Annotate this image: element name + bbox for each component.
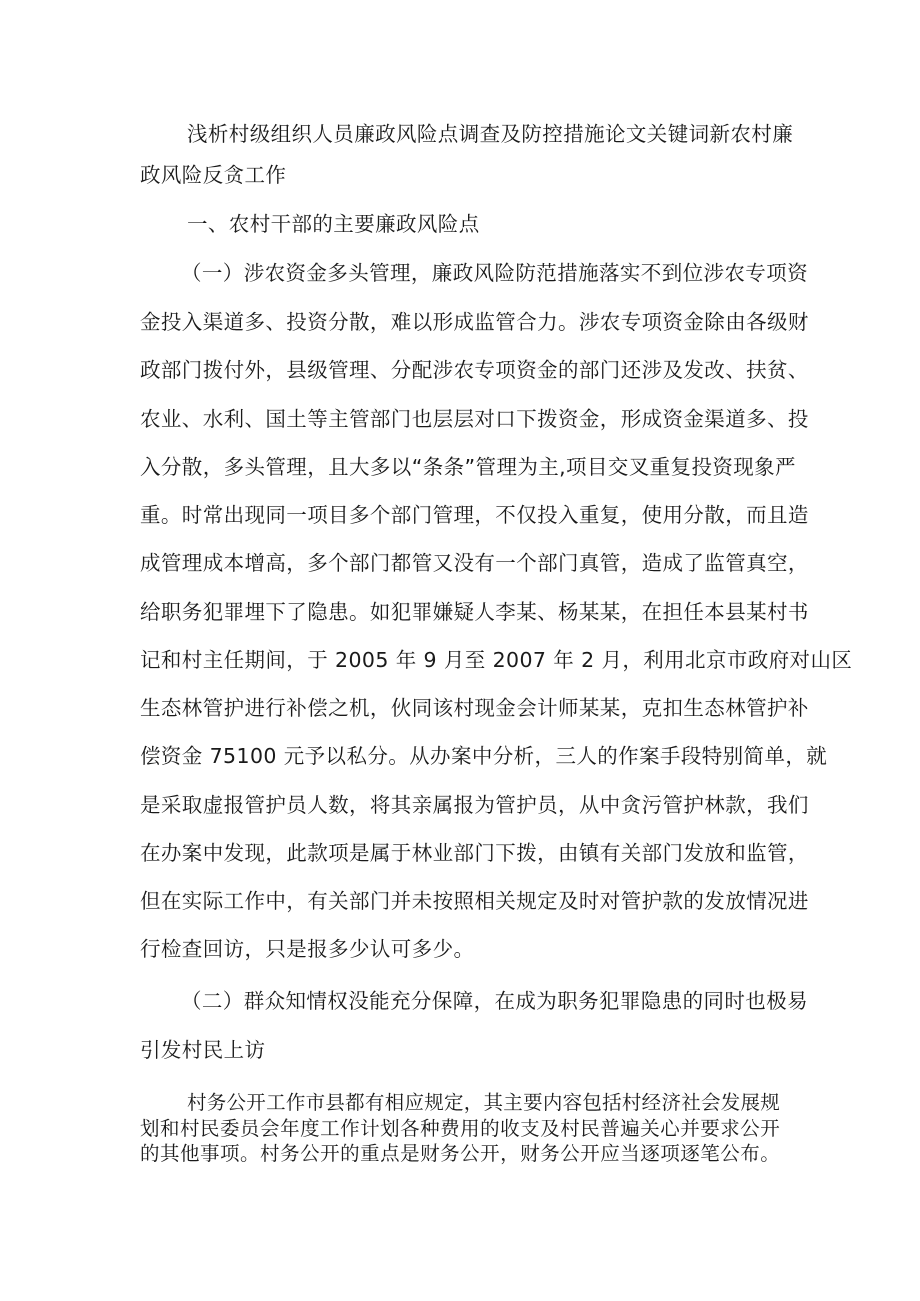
paragraph1-line: 入分散，多头管理，且大多以“条条”管理为主,项目交叉重复投资现象严: [140, 455, 796, 479]
paragraph1-line: 农业、水利、国土等主管部门也层层对口下拨资金，形成资金渠道多、投: [140, 407, 809, 431]
paragraph3-line: 村务公开工作市县都有相应规定，其主要内容包括村经济社会发展规: [187, 1091, 780, 1114]
document-title-line-2: 政风险反贪工作: [140, 163, 287, 187]
paragraph1-line: 行检查回访，只是报多少认可多少。: [140, 937, 475, 961]
paragraph1-line: 政部门拨付外，县级管理、分配涉农专项资金的部门还涉及发改、扶贫、: [140, 358, 809, 382]
paragraph1-line: （一）涉农资金多头管理，廉政风险防范措施落实不到位涉农专项资: [181, 261, 808, 285]
document-title-line-1: 浅析村级组织人员廉政风险点调查及防控措施论文关键词新农村廉: [187, 122, 794, 146]
paragraph1-line: 生态林管护进行补偿之机，伙同该村现金会计师某某，克扣生态林管护补: [140, 696, 809, 720]
paragraph1-line: 金投入渠道多、投资分散，难以形成监管合力。涉农专项资金除由各级财: [140, 310, 809, 334]
paragraph1-line: 是采取虚报管护员人数，将其亲属报为管护员，从中贪污管护林款，我们: [140, 793, 809, 817]
paragraph2-line: （二）群众知情权没能充分保障，在成为职务犯罪隐患的同时也极易: [181, 989, 808, 1013]
paragraph1-line: 给职务犯罪埋下了隐患。如犯罪嫌疑人李某、杨某某，在担任本县某村书: [140, 600, 809, 624]
paragraph1-line: 重。时常出现同一项目多个部门管理，不仅投入重复，使用分散，而且造: [140, 503, 809, 527]
paragraph1-line: 偿资金 75100 元予以私分。从办案中分析，三人的作案手段特别简单，就: [140, 744, 828, 768]
section-heading: 一、农村干部的主要廉政风险点: [187, 212, 480, 236]
paragraph1-line: 但在实际工作中，有关部门并未按照相关规定及时对管护款的发放情况进: [140, 889, 809, 913]
paragraph1-line: 在办案中发现，此款项是属于林业部门下拨，由镇有关部门发放和监管，: [140, 841, 809, 865]
paragraph3-line: 划和村民委员会年度工作计划各种费用的收支及村民普遍关心并要求公开: [140, 1117, 780, 1140]
paragraph2-line: 引发村民上访: [140, 1038, 266, 1062]
paragraph1-line: 记和村主任期间，于 2005 年 9 月至 2007 年 2 月，利用北京市政府对山区: [140, 648, 853, 672]
paragraph3-line: 的其他事项。村务公开的重点是财务公开，财务公开应当逐项逐笔公布。: [140, 1142, 780, 1165]
paragraph1-line: 成管理成本增高，多个部门都管又没有一个部门真管，造成了监管真空，: [140, 551, 809, 575]
